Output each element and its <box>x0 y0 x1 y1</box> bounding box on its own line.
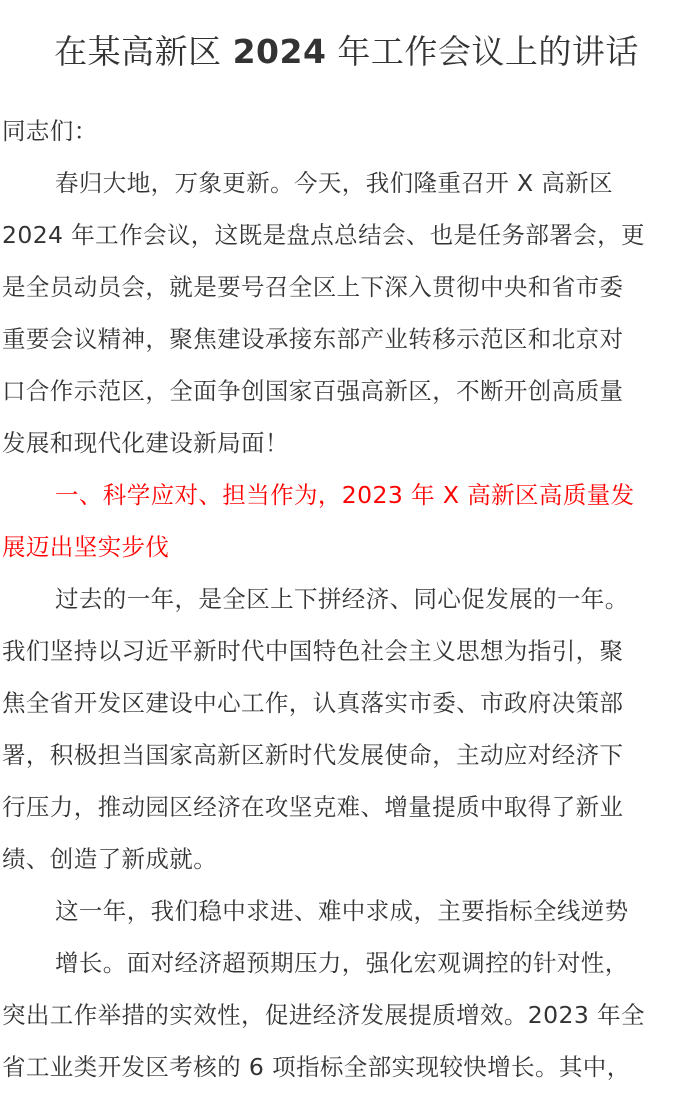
paragraph-line: 发展和现代化建设新局面！ <box>2 429 289 457</box>
paragraph-line: 省工业类开发区考核的 6 项指标全部实现较快增长。其中， <box>2 1053 631 1081</box>
salutation: 同志们： <box>2 117 98 145</box>
paragraph-line: 增长。面对经济超预期压力，强化宏观调控的针对性， <box>55 949 629 977</box>
paragraph-line: 重要会议精神，聚焦建设承接东部产业转移示范区和北京对 <box>2 325 624 353</box>
paragraph-line: 绩、创造了新成就。 <box>2 845 218 873</box>
paragraph-line: 署，积极担当国家高新区新时代发展使命，主动应对经济下 <box>2 741 624 769</box>
paragraph-line: 2024 年工作会议，这既是盘点总结会、也是任务部署会，更 <box>2 221 645 249</box>
section-heading-line: 一、科学应对、担当作为，2023 年 X 高新区高质量发 <box>55 481 635 509</box>
paragraph-line: 口合作示范区，全面争创国家百强高新区，不断开创高质量 <box>2 377 624 405</box>
paragraph-line: 焦全省开发区建设中心工作，认真落实市委、市政府决策部 <box>2 689 624 717</box>
paragraph-line: 春归大地，万象更新。今天，我们隆重召开 X 高新区 <box>55 169 614 197</box>
paragraph-line: 过去的一年，是全区上下拼经济、同心促发展的一年。 <box>55 585 629 613</box>
paragraph-line: 是全员动员会，就是要号召全区上下深入贯彻中央和省市委 <box>2 273 624 301</box>
title-year: 2024 <box>232 32 327 71</box>
paragraph-line: 行压力，推动园区经济在攻坚克难、增量提质中取得了新业 <box>2 793 624 821</box>
paragraph-line: 我们坚持以习近平新时代中国特色社会主义思想为指引，聚 <box>2 637 624 665</box>
title-suffix: 年工作会议上的讲话 <box>337 32 639 71</box>
paragraph-line: 突出工作举措的实效性，促进经济发展提质增效。2023 年全 <box>2 1001 645 1029</box>
document-title <box>0 30 693 74</box>
title-prefix: 在某高新区 <box>54 32 222 71</box>
section-heading-line: 展迈出坚实步伐 <box>2 533 170 561</box>
paragraph-line: 这一年，我们稳中求进、难中求成，主要指标全线逆势 <box>55 897 629 925</box>
